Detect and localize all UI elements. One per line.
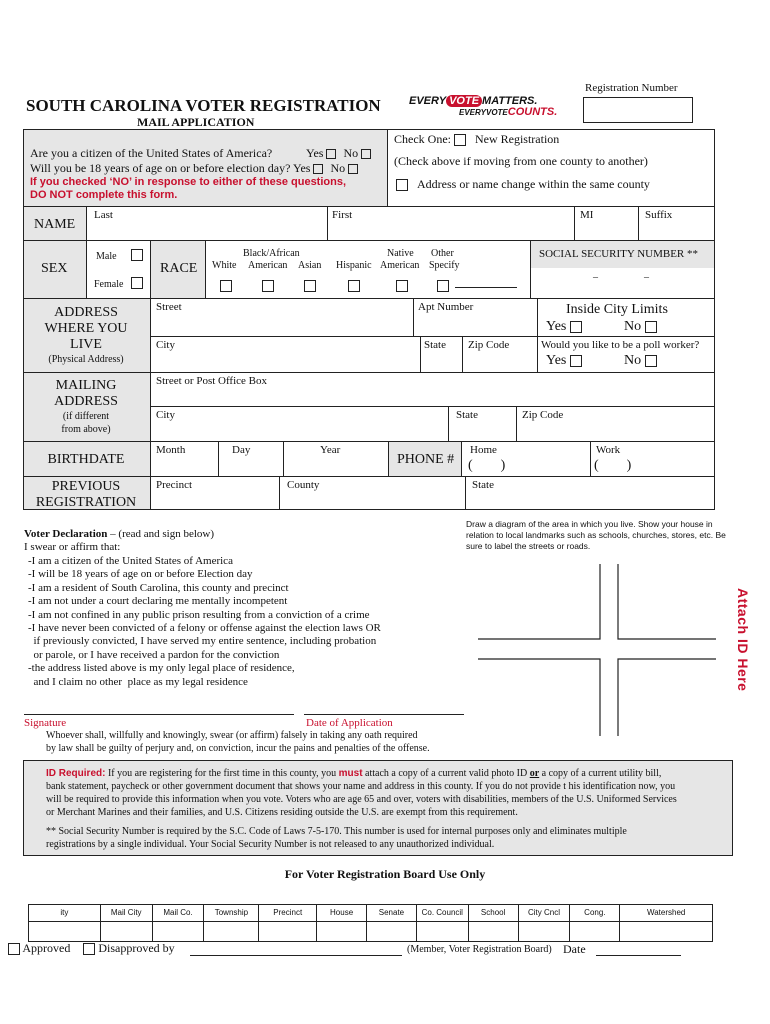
board-column-cell[interactable] bbox=[101, 922, 152, 941]
city-label: City bbox=[156, 339, 175, 351]
declaration-item: -the address listed above is my only legal place of residence, bbox=[28, 662, 295, 675]
ssn-dash: – bbox=[644, 272, 649, 283]
female-label: Female bbox=[94, 279, 124, 290]
board-column-cell[interactable] bbox=[29, 922, 100, 941]
race-native-label: Native bbox=[387, 248, 414, 259]
mailing-label: from above) bbox=[61, 424, 111, 435]
board-column bbox=[570, 905, 620, 941]
race-other-checkbox[interactable] bbox=[437, 280, 449, 292]
board-column-cell[interactable] bbox=[153, 922, 204, 941]
board-column-header: City Cncl bbox=[519, 905, 570, 922]
grid-line bbox=[413, 298, 414, 336]
id-required-label: ID Required: bbox=[46, 768, 106, 779]
declaration-list bbox=[28, 555, 381, 689]
inside-city-no-checkbox[interactable] bbox=[645, 321, 657, 333]
race-asian-checkbox[interactable] bbox=[304, 280, 316, 292]
date-of-application-label: Date of Application bbox=[306, 717, 393, 729]
approved-checkbox[interactable] bbox=[8, 943, 20, 955]
disapproved-label: Disapproved by bbox=[98, 941, 175, 955]
address-label-cell bbox=[24, 299, 151, 372]
id-required-text: attach a copy of a current valid photo ID bbox=[365, 768, 528, 779]
logo-text: COUNTS. bbox=[507, 106, 558, 118]
board-column bbox=[317, 905, 367, 941]
new-registration-label: New Registration bbox=[474, 132, 560, 146]
previous-label: PREVIOUS bbox=[51, 479, 121, 494]
ssn-field[interactable] bbox=[534, 270, 712, 296]
first-name-label: First bbox=[332, 209, 353, 221]
race-white-label: White bbox=[212, 260, 237, 271]
address-label: WHERE YOU bbox=[44, 321, 128, 336]
citizen-warning: If you checked ‘NO’ in response to either of these questions, bbox=[30, 176, 347, 188]
grid-line bbox=[537, 298, 538, 372]
poll-worker-no-checkbox[interactable] bbox=[645, 355, 657, 367]
declaration-item: or parole, or I have received a pardon for the conviction bbox=[28, 648, 280, 661]
board-column-header: Cong. bbox=[570, 905, 619, 922]
city-field[interactable] bbox=[154, 352, 416, 370]
mailing-label: (if different bbox=[62, 411, 110, 422]
race-black-label: American bbox=[248, 260, 288, 271]
disapproved-by-line[interactable] bbox=[190, 955, 402, 956]
inside-city-no bbox=[624, 319, 657, 335]
age-question-text: Will you be 18 years of age on or before election day? bbox=[30, 161, 291, 175]
logo-text: MATTERS. bbox=[482, 95, 538, 107]
id-required-text: will be required to provide this information when you vote. Voters who are age 65 and over, voters with disabilities, members of the U.S. Uniformed Services bbox=[46, 794, 677, 805]
signature-field[interactable] bbox=[24, 694, 294, 714]
id-required-text: or Merchant Marines and their families, and U.S. Citizens residing outside the U.S. are exempt from this requirement. bbox=[46, 807, 518, 818]
ssn-dash: – bbox=[593, 272, 598, 283]
race-hispanic-checkbox[interactable] bbox=[348, 280, 360, 292]
board-column bbox=[259, 905, 317, 941]
birthdate-label: BIRTHDATE bbox=[47, 452, 125, 467]
mailing-street-field[interactable] bbox=[154, 388, 710, 404]
declaration-item: -I am not under a court declaring me mentally incompetent bbox=[28, 595, 288, 608]
check-one bbox=[394, 132, 559, 147]
board-column-header: Mail Co. bbox=[153, 905, 204, 922]
moving-note: (Check above if moving from one county to another) bbox=[394, 154, 648, 168]
previous-precinct-label: Precinct bbox=[156, 479, 193, 491]
age-yes-checkbox[interactable] bbox=[313, 164, 323, 174]
sex-label: SEX bbox=[41, 261, 68, 276]
ssn-note: ** Social Security Number is required by the S.C. Code of Laws 7-5-170. This number is used for internal purposes only and eliminates multiple bbox=[46, 826, 627, 837]
grid-line bbox=[23, 206, 715, 207]
grid-line bbox=[516, 406, 517, 441]
street-field[interactable] bbox=[154, 314, 409, 334]
board-column bbox=[417, 905, 469, 941]
grid-line bbox=[638, 206, 639, 240]
yes-label: Yes bbox=[306, 146, 324, 160]
poll-worker-yes-checkbox[interactable] bbox=[570, 355, 582, 367]
race-black-label: Black/African bbox=[243, 248, 300, 259]
yes-label: Yes bbox=[546, 319, 567, 334]
grid-line bbox=[279, 476, 280, 510]
every-vote-matters-logo bbox=[409, 95, 559, 119]
board-column-cell[interactable] bbox=[519, 922, 570, 941]
age-question bbox=[30, 161, 358, 176]
board-column-cell[interactable] bbox=[204, 922, 258, 941]
board-column-header: Mail City bbox=[101, 905, 152, 922]
mailing-label: MAILING bbox=[55, 378, 117, 393]
board-use-table bbox=[28, 904, 713, 942]
signature-line bbox=[24, 714, 294, 715]
declaration-item: -I am a resident of South Carolina, this county and precinct bbox=[28, 581, 289, 594]
logo-text: EVERY bbox=[409, 95, 447, 107]
grid-line bbox=[590, 441, 591, 476]
address-label: (Physical Address) bbox=[48, 354, 124, 365]
mi-label: MI bbox=[580, 209, 594, 221]
must-label: must bbox=[338, 768, 363, 779]
grid-line bbox=[150, 336, 715, 337]
declaration-item: and I claim no other place as my legal residence bbox=[28, 675, 248, 688]
board-column bbox=[29, 905, 101, 941]
board-column-cell[interactable] bbox=[317, 922, 366, 941]
no-label: No bbox=[624, 319, 642, 334]
previous-state-label: State bbox=[472, 479, 494, 491]
date-line bbox=[304, 714, 464, 715]
inside-city-label: Inside City Limits bbox=[566, 302, 668, 317]
board-column-cell[interactable] bbox=[570, 922, 619, 941]
perjury-text: Whoever shall, willfully and knowingly, swear (or affirm) falsely in taking any oath required bbox=[46, 730, 418, 741]
yes-label: Yes bbox=[292, 161, 311, 175]
check-one-label: Check One: bbox=[394, 132, 451, 146]
home-phone-field[interactable]: ( ) bbox=[468, 458, 506, 473]
declaration-title bbox=[24, 528, 214, 540]
approved-row bbox=[8, 941, 175, 956]
previous-label-cell bbox=[24, 477, 151, 509]
phone-label-cell bbox=[389, 442, 462, 476]
previous-label: REGISTRATION bbox=[35, 495, 137, 510]
approved-label: Approved bbox=[22, 941, 71, 955]
address-change bbox=[396, 177, 650, 192]
crossroads-diagram bbox=[468, 556, 733, 744]
mailing-city-field[interactable] bbox=[154, 422, 444, 439]
yes-label: Yes bbox=[546, 353, 567, 368]
board-column bbox=[153, 905, 205, 941]
board-column-cell[interactable] bbox=[469, 922, 518, 941]
date-of-application-field[interactable] bbox=[304, 694, 464, 714]
work-phone-field[interactable]: ( ) bbox=[594, 458, 632, 473]
citizenship-section bbox=[24, 130, 388, 206]
board-column-header: ity bbox=[29, 905, 100, 922]
race-other-label: Other bbox=[431, 248, 454, 259]
birth-year-label: Year bbox=[320, 444, 341, 456]
board-column-header: Watershed bbox=[620, 905, 712, 922]
last-name-field[interactable] bbox=[90, 222, 323, 238]
race-label: RACE bbox=[160, 261, 198, 276]
phone-label: PHONE # bbox=[397, 452, 455, 467]
board-column-header: School bbox=[469, 905, 518, 922]
signature-label: Signature bbox=[24, 717, 67, 729]
board-column bbox=[101, 905, 153, 941]
grid-line bbox=[150, 406, 715, 407]
registration-number-field[interactable] bbox=[583, 97, 693, 123]
board-column bbox=[204, 905, 259, 941]
suffix-label: Suffix bbox=[645, 209, 673, 221]
board-column bbox=[469, 905, 519, 941]
citizen-warning: DO NOT complete this form. bbox=[30, 189, 178, 201]
board-column-cell[interactable] bbox=[620, 922, 712, 941]
sex-label-cell bbox=[24, 241, 87, 298]
citizen-no-checkbox[interactable] bbox=[361, 149, 371, 159]
street-label: Street bbox=[156, 301, 182, 313]
address-label: LIVE bbox=[70, 337, 102, 352]
id-required-text: a copy of a current utility bill, bbox=[541, 768, 662, 779]
id-required-text: bank statement, paycheck or other government document that shows your name and address in this county. If you do not provide t his identification now, you bbox=[46, 781, 676, 792]
no-label: No bbox=[624, 353, 642, 368]
home-phone-label: Home bbox=[470, 444, 497, 456]
or-label: or bbox=[529, 768, 540, 779]
address-change-checkbox[interactable] bbox=[396, 179, 408, 191]
no-label: No bbox=[330, 161, 346, 175]
grid-line bbox=[283, 441, 284, 476]
ssn-note: registrations by a single individual. Your Social Security Number is not released to any unauthorized individual. bbox=[46, 839, 495, 850]
race-black-checkbox[interactable] bbox=[262, 280, 274, 292]
board-column-cell[interactable] bbox=[259, 922, 316, 941]
grid-line bbox=[574, 206, 575, 240]
mailing-zip-label: Zip Code bbox=[522, 409, 564, 421]
race-native-label: American bbox=[380, 260, 420, 271]
board-date-line[interactable] bbox=[596, 955, 681, 956]
race-native-checkbox[interactable] bbox=[396, 280, 408, 292]
apt-field[interactable] bbox=[416, 314, 534, 334]
board-column-header: Co. Council bbox=[417, 905, 468, 922]
name-label: NAME bbox=[34, 217, 76, 232]
board-column-header: Senate bbox=[367, 905, 416, 922]
zip-label: Zip Code bbox=[468, 339, 510, 351]
work-phone-label: Work bbox=[596, 444, 621, 456]
inside-city-yes-checkbox[interactable] bbox=[570, 321, 582, 333]
citizen-question bbox=[30, 146, 272, 161]
declaration-title-suffix: – (read and sign below) bbox=[107, 528, 215, 540]
citizen-yes-no bbox=[306, 146, 371, 161]
mailing-city-label: City bbox=[156, 409, 175, 421]
birth-month-label: Month bbox=[156, 444, 186, 456]
declaration-item: -I am not confined in any public prison resulting from a conviction of a crime bbox=[28, 608, 370, 621]
no-label: No bbox=[343, 146, 359, 160]
last-name-label: Last bbox=[94, 209, 113, 221]
poll-worker-label: Would you like to be a poll worker? bbox=[541, 339, 700, 351]
board-column bbox=[620, 905, 712, 941]
ssn-label: SOCIAL SECURITY NUMBER ** bbox=[539, 248, 699, 260]
race-other-label: Specify bbox=[429, 260, 460, 271]
grid-line bbox=[462, 336, 463, 372]
perjury-text: by law shall be guilty of perjury and, on conviction, incur the pains and penalties of the offense. bbox=[46, 743, 430, 754]
board-column bbox=[367, 905, 417, 941]
diagram-instruction: Draw a diagram of the area in which you live. Show your house in relation to local landmarks such as schools, churches, stores, etc. Be sure to label the streets or roads. bbox=[466, 519, 726, 551]
declaration-title-text: Voter Declaration bbox=[24, 528, 108, 540]
member-label: (Member, Voter Registration Board) bbox=[407, 944, 552, 955]
birthdate-label-cell bbox=[24, 442, 151, 476]
board-use-title: For Voter Registration Board Use Only bbox=[284, 867, 486, 881]
declaration-swear: I swear or affirm that: bbox=[24, 541, 121, 553]
race-asian-label: Asian bbox=[298, 260, 322, 271]
declaration-item: -I am a citizen of the United States of America bbox=[28, 555, 233, 567]
board-date-label: Date bbox=[563, 942, 586, 956]
declaration-item: -I will be 18 years of age on or before Election day bbox=[28, 568, 253, 581]
grid-line bbox=[465, 476, 466, 510]
mailing-state-label: State bbox=[456, 409, 478, 421]
disapproved-checkbox[interactable] bbox=[83, 943, 95, 955]
citizen-question-text: Are you a citizen of the United States of America? bbox=[30, 146, 273, 160]
previous-county-label: County bbox=[287, 479, 320, 491]
race-white-checkbox[interactable] bbox=[220, 280, 232, 292]
female-checkbox[interactable] bbox=[131, 277, 143, 289]
citizen-yes-checkbox[interactable] bbox=[326, 149, 336, 159]
declaration-item: -I have never been convicted of a felony or offense against the election laws OR bbox=[28, 622, 381, 635]
diagram-area[interactable] bbox=[468, 556, 733, 744]
mailing-label: ADDRESS bbox=[54, 394, 118, 409]
first-name-field[interactable] bbox=[330, 222, 570, 238]
attach-id-label: Attach ID Here bbox=[735, 588, 751, 692]
address-change-label: Address or name change within the same county bbox=[417, 177, 650, 191]
grid-line bbox=[218, 441, 219, 476]
logo-text: EVERY bbox=[459, 108, 486, 117]
race-hispanic-label: Hispanic bbox=[336, 260, 372, 271]
poll-worker-no bbox=[624, 353, 657, 369]
id-required-text: If you are registering for the first time in this county, you bbox=[107, 768, 337, 779]
new-registration-checkbox[interactable] bbox=[454, 134, 466, 146]
page-title: SOUTH CAROLINA VOTER REGISTRATION bbox=[26, 96, 381, 115]
male-label: Male bbox=[96, 251, 117, 262]
registration-number-label: Registration Number bbox=[585, 82, 678, 94]
male-checkbox[interactable] bbox=[131, 249, 143, 261]
id-required-line bbox=[46, 768, 661, 779]
address-label: ADDRESS bbox=[54, 305, 118, 320]
race-label-cell bbox=[151, 241, 206, 298]
board-column-cell[interactable] bbox=[367, 922, 416, 941]
board-column-header: Precinct bbox=[259, 905, 316, 922]
state-label: State bbox=[424, 339, 446, 351]
board-column-header: Township bbox=[204, 905, 258, 922]
grid-line bbox=[327, 206, 328, 240]
page-subtitle: MAIL APPLICATION bbox=[137, 115, 255, 129]
age-no-checkbox[interactable] bbox=[348, 164, 358, 174]
mailing-label-cell bbox=[24, 373, 151, 441]
name-label-cell bbox=[24, 207, 87, 240]
board-column bbox=[519, 905, 571, 941]
grid-line bbox=[420, 336, 421, 372]
apt-label: Apt Number bbox=[418, 301, 474, 313]
grid-line bbox=[448, 406, 449, 441]
logo-text: VOTE bbox=[485, 108, 508, 117]
board-column-cell[interactable] bbox=[417, 922, 468, 941]
inside-city-yes bbox=[546, 319, 582, 335]
ssn-label-cell bbox=[531, 241, 714, 268]
declaration-item: if previously convicted, I have served my entire sentence, including probation bbox=[28, 635, 377, 648]
board-column-header: House bbox=[317, 905, 366, 922]
logo-text: VOTE bbox=[446, 95, 482, 107]
mailing-street-label: Street or Post Office Box bbox=[156, 375, 268, 387]
birth-day-label: Day bbox=[232, 444, 251, 456]
race-other-specify-field[interactable] bbox=[455, 287, 517, 288]
poll-worker-yes bbox=[546, 353, 582, 369]
